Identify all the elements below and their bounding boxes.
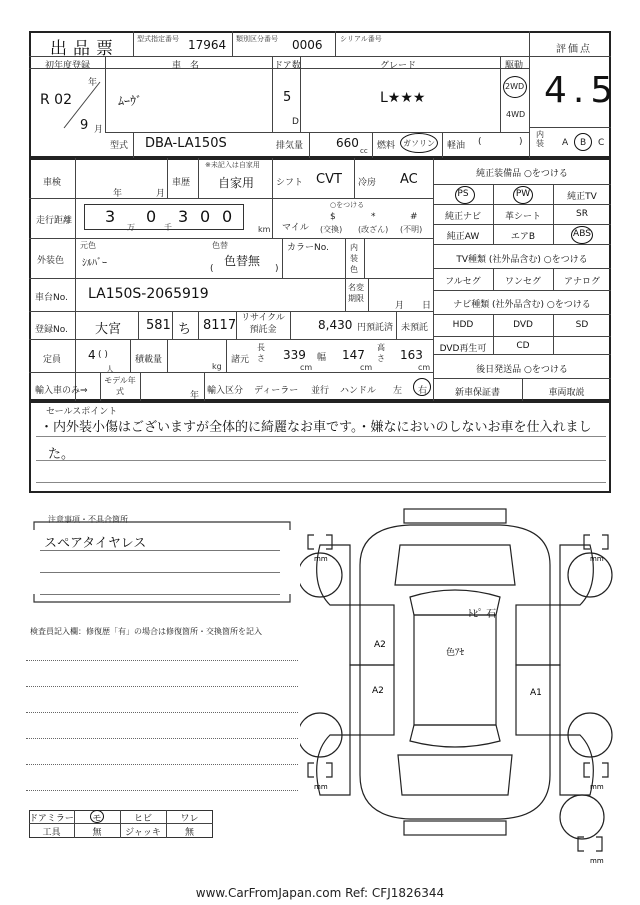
equip-pw: PW <box>515 189 531 199</box>
mm-label-rt: mm <box>590 555 604 563</box>
page-title: 出品票 <box>50 39 119 59</box>
grade-label: グレード <box>380 61 417 71</box>
mileage-digit-1: 3 <box>105 207 116 226</box>
name-period-label: 名変期限 <box>348 283 364 303</box>
type-value: DBA-LA150S <box>145 136 227 151</box>
length-label: 長さ <box>257 343 265 363</box>
recycle-label: リサイクル預託金 <box>241 313 285 335</box>
damage-mark-right-rear: A1 <box>530 688 542 698</box>
mm-label-lt: mm <box>314 555 328 563</box>
equip-abs: ABS <box>573 229 591 239</box>
doors-label: ドア数 <box>274 61 301 71</box>
equip-navi: 純正ナビ <box>444 212 481 222</box>
fuel-label: 燃料 <box>377 141 396 151</box>
paren-right: ) <box>519 137 523 147</box>
name-period-day: 日 <box>422 301 432 311</box>
month-unit: 月 <box>94 125 104 135</box>
mirror-header-1: モ <box>92 814 102 824</box>
mileage-dollar-note: (交換) <box>320 225 343 234</box>
navi-title: ナビ種類 (社外品含む) ○をつける <box>453 300 591 310</box>
model-year-label: モデル年式 <box>104 376 136 396</box>
navi-dvd: DVD <box>513 320 533 330</box>
history-label: 車歴 <box>172 178 191 188</box>
cc-unit: cc <box>360 147 368 155</box>
tv-fullseg: フルセグ <box>445 277 481 287</box>
dvd-playback: DVD再生可 <box>439 344 487 354</box>
ship-title: 後日発送品 ○をつける <box>476 365 568 375</box>
reg-kana: ち <box>178 322 192 337</box>
mirror-row-3: 無 <box>184 828 194 838</box>
mm-label-rb: mm <box>590 783 604 791</box>
navi-sd: SD <box>575 320 589 330</box>
type-label: 型式 <box>110 141 129 151</box>
mileage-man: 万 <box>127 223 135 232</box>
capacity-unit: 人 <box>106 365 114 374</box>
height-cm: cm <box>418 363 431 372</box>
fuel-diesel: 軽油 <box>447 141 466 151</box>
height-label: 高さ <box>377 343 385 363</box>
length-value: 339 <box>283 348 306 362</box>
first-reg-month: 9 <box>80 118 89 133</box>
door-suffix: D <box>292 117 299 127</box>
capacity-label: 定員 <box>43 355 62 365</box>
shift-label: シフト <box>276 178 304 188</box>
width-value: 147 <box>342 348 365 362</box>
mirror-header-2: ヒビ <box>133 814 152 824</box>
equip-aw: 純正AW <box>446 232 480 242</box>
chassis-label: 車台No. <box>35 293 68 303</box>
repaint-label: 色替 <box>212 241 228 250</box>
navi-hdd: HDD <box>452 320 474 330</box>
equip-airbag: エアB <box>510 232 536 242</box>
score-value: 4.5 <box>544 70 620 111</box>
mileage-digit-5: 0 <box>222 207 233 226</box>
mileage-hash: # <box>410 212 418 222</box>
ac-label: 冷房 <box>358 178 377 188</box>
recycle-unit: 円預託済 <box>357 323 394 333</box>
car-name: ﾑｰｳﾞ <box>118 94 143 108</box>
recycle-value: 8,430 <box>318 318 353 332</box>
name-period-month: 月 <box>395 301 405 311</box>
load-kg: kg <box>212 362 222 371</box>
drive-2wd: 2WD <box>505 82 525 91</box>
import-dealer: ディーラー <box>254 386 299 396</box>
mm-label-spare: mm <box>590 857 604 865</box>
drive-label: 駆動 <box>505 61 524 71</box>
mm-label-lb: mm <box>314 783 328 791</box>
damage-mark-roof: ﾄﾋﾟ 石 <box>468 609 497 620</box>
equip-title: 純正装備品 ○をつける <box>476 169 568 179</box>
mileage-star: * <box>371 212 376 222</box>
damage-mark-left-rear: A2 <box>372 686 384 696</box>
interior-color-label: 内装色 <box>350 243 358 274</box>
reg-num2: 8117 <box>203 318 237 333</box>
orig-color-value: ｼﾙﾊﾞｰ <box>82 258 107 269</box>
mirror-row-2: ジャッキ <box>125 828 161 838</box>
shaken-year: 年 <box>113 189 123 199</box>
displacement: 660 <box>336 136 359 150</box>
history-value: 自家用 <box>218 176 255 190</box>
shaken-label: 車検 <box>43 178 62 188</box>
mileage-digit-4: 0 <box>200 207 211 226</box>
mirror-mo-circle <box>90 810 104 823</box>
load-label: 積載量 <box>135 355 163 365</box>
import-parallel: 並行 <box>311 386 330 396</box>
first-reg-era: R 02 <box>40 92 72 108</box>
mileage-star-note: (改ざん) <box>358 225 389 234</box>
fuel-gasoline: ガソリン <box>403 139 435 148</box>
score-title: 評価点 <box>556 44 592 55</box>
reg-num1: 581 <box>146 318 171 333</box>
mileage-digit-3: 3 <box>178 207 189 226</box>
year-unit: 年 <box>88 78 98 88</box>
sales-line-1: ・内外装小傷はございますが全体的に綺麗なお車です。・嫌なにおいのしないお車を仕入れまし <box>40 420 592 435</box>
sales-label: セールスポイント <box>46 407 118 417</box>
shaken-month: 月 <box>156 189 166 199</box>
mileage-label: 走行距離 <box>36 216 73 226</box>
car-name-label: 車 名 <box>172 61 200 71</box>
reg-area: 大宮 <box>95 322 122 337</box>
chassis-value: LA150S-2065919 <box>88 286 209 302</box>
capacity-paren: ( ) <box>98 350 108 360</box>
spec-label: 諸元 <box>231 355 250 365</box>
interior-label: 内装 <box>536 130 544 148</box>
handle-right: 右 <box>418 386 428 396</box>
equip-leather: 革シート <box>504 212 541 222</box>
mileage-circle-note: ○をつける <box>330 201 365 209</box>
footer-ref: www.CarFromJapan.com Ref: CFJ1826344 <box>195 886 445 900</box>
repaint-paren-l: ( <box>210 264 214 274</box>
model-code: 17964 <box>188 38 227 52</box>
notes-line-1: スペアタイヤレス <box>44 536 147 551</box>
height-value: 163 <box>400 348 423 362</box>
ship-manual: 車両取説 <box>548 388 585 398</box>
model-year-unit: 年 <box>190 391 200 401</box>
disp-label: 排気量 <box>276 141 304 151</box>
interior-grade-c: C <box>598 138 605 148</box>
mileage-km: km <box>258 225 271 234</box>
serial-label: シリアル番号 <box>340 35 382 43</box>
sales-line-2: た。 <box>48 447 75 462</box>
class-code: 0006 <box>292 38 323 52</box>
equip-sr: SR <box>576 209 588 219</box>
ship-warranty: 新車保証書 <box>454 388 500 398</box>
paren-left: ( <box>478 137 482 147</box>
equip-tv: 純正TV <box>567 192 597 202</box>
door-count: 5 <box>283 90 292 105</box>
interior-grade-a: A <box>562 138 569 148</box>
handle-left: 左 <box>393 386 403 396</box>
model-code-label: 型式指定番号 <box>137 35 179 43</box>
damage-mark-left-front: A2 <box>374 640 386 650</box>
orig-color-label: 元色 <box>80 241 96 250</box>
length-cm: cm <box>300 363 313 372</box>
mileage-dollar: $ <box>330 212 336 222</box>
repaint-paren-r: ) <box>275 264 279 274</box>
mileage-mile: マイル <box>282 223 309 233</box>
mirror-header-0: ドアミラー <box>29 814 74 824</box>
width-label: 幅 <box>317 353 327 363</box>
grade-value: L★★★ <box>380 90 426 106</box>
first-reg-label: 初年度登録 <box>45 61 91 71</box>
tv-title: TV種類 (社外品含む) ○をつける <box>456 255 588 265</box>
repaint-value: 色替無 <box>224 254 261 268</box>
mileage-digit-2: 0 <box>146 207 157 226</box>
mirror-header-3: ワレ <box>180 814 199 824</box>
mirror-row-1: 無 <box>92 828 102 838</box>
color-label: 外装色 <box>37 256 65 266</box>
import-kubun-label: 輸入区分 <box>207 386 244 396</box>
color-no-label: カラーNo. <box>287 243 329 253</box>
interior-grade-b: B <box>580 138 587 148</box>
damage-mark-roof-paint: 色ｱｾ <box>446 648 465 658</box>
ac-value: AC <box>400 172 418 187</box>
inspector-label: 検査員記入欄：修復歴「有」の場合は修復箇所・交換箇所を記入 <box>30 627 262 636</box>
mileage-sen: 千 <box>164 223 172 232</box>
tv-analog: アナログ <box>563 277 600 287</box>
history-note: ※未記入は自家用 <box>205 161 260 169</box>
mirror-row-0: 工具 <box>42 828 61 838</box>
mileage-hash-note: (不明) <box>400 225 423 234</box>
reg-label: 登録No. <box>35 325 68 335</box>
import-label: 輸入車のみ⇒ <box>35 386 88 396</box>
handle-label: ハンドル <box>340 386 377 396</box>
drive-4wd: 4WD <box>506 110 526 119</box>
car-diagram <box>300 505 620 865</box>
class-code-label: 類別区分番号 <box>236 35 278 43</box>
shift-value: CVT <box>316 172 342 187</box>
tv-oneseg: ワンセグ <box>504 277 541 287</box>
cd-label: CD <box>516 341 530 351</box>
width-cm: cm <box>360 363 373 372</box>
notes-label: 注意事項・不具合箇所 <box>48 515 128 524</box>
capacity-value: 4 <box>88 348 96 362</box>
equip-ps: PS <box>457 189 469 199</box>
recycle-unpaid: 未預託 <box>401 323 429 333</box>
